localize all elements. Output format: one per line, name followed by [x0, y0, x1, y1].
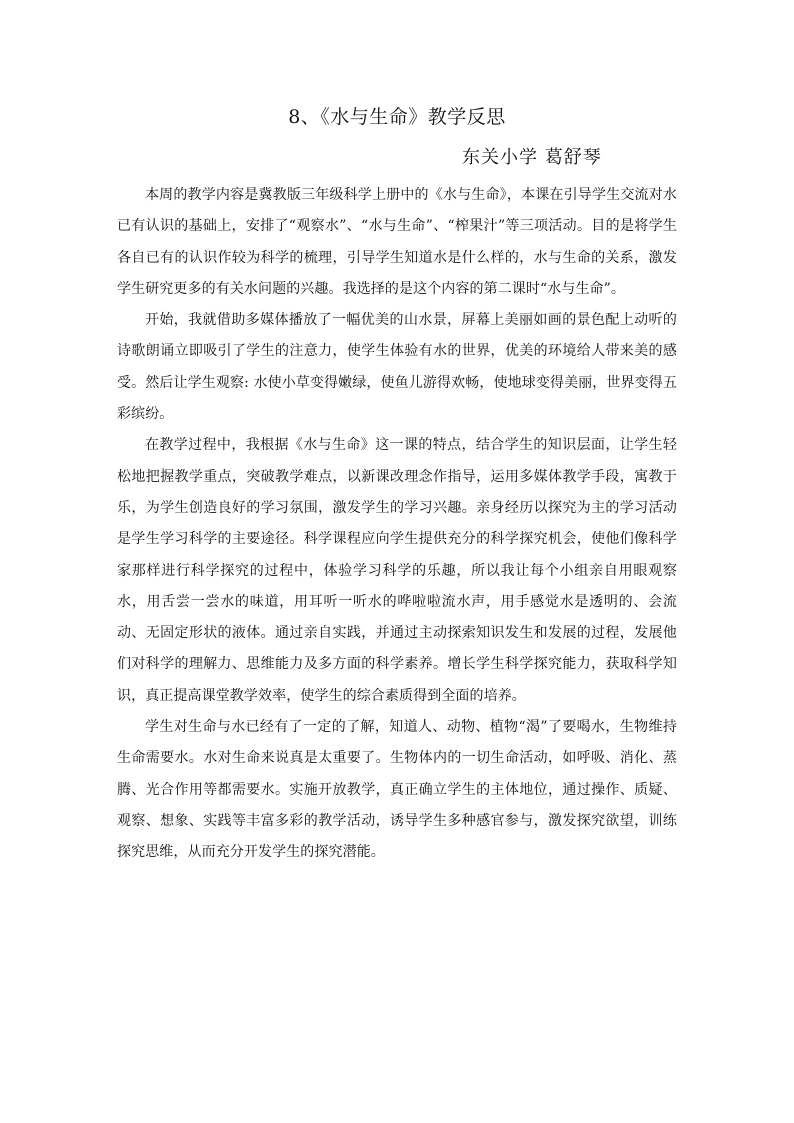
- document-body: [117, 180, 677, 869]
- paragraph-conclusion: 学生对生命与水已经有了一定的了解，知道人、动物、植物“渴”了要喝水，生物维持生命需要水。水对生命来说真是太重要了。生物体内的一切生命活动，如呼吸、消化、蒸腾、光合作用等都需要水。实施开放教学，真正确立学生的主体地位，通过操作、质疑、观察、想象、实践等丰富多彩的教学活动，诱导学生多种感官参与，激发探究欲望，训练探究思维，从而充分开发学生的探究潜能。: [117, 719, 677, 861]
- paragraph-process: 在教学过程中，我根据《水与生命》这一课的特点，结合学生的知识层面，让学生轻松地把握教学重点，突破教学难点，以新课改理念作指导，运用多媒体教学手段，寓教于乐，为学生创造良好的学习氛围，激发学生的学习兴趣。亲身经历以探究为主的学习活动是学生学习科学的主要途径。科学课程应向学生提供充分的科学探究机会，使他们像科学家那样进行科学探究的过程中，体验学习科学的乐趣，所以我让每个小组亲自用眼观察水，用舌尝一尝水的味道，用耳听一听水的哗啦啦流水声，用手感觉水是透明的、会流动、无固定形状的液体。通过亲自实践，并通过主动探索知识发生和发展的过程，发展他们对科学的理解力、思维能力及多方面的科学素养。增长学生科学探究能力，获取科学知识，真正提高课堂教学效率，使学生的综合素质得到全面的培养。: [117, 437, 677, 704]
- paragraph-intro: 本周的教学内容是冀教版三年级科学上册中的《水与生命》，本课在引导学生交流对水已有认识的基础上，安排了“观察水”、“水与生命”、“榨果汁”等三项活动。目的是将学生各自已有的认识作较为科学的梳理，引导学生知道水是什么样的，水与生命的关系，激发学生研究更多的有关水问题的兴趣。我选择的是这个内容的第二课时“水与生命”。: [117, 187, 677, 297]
- document-title: 8、《水与生命》教学反思: [288, 106, 506, 128]
- paragraph-opening: 开始，我就借助多媒体播放了一幅优美的山水景，屏幕上美丽如画的景色配上动听的诗歌朗诵立即吸引了学生的注意力，使学生体验有水的世界，优美的环境给人带来美的感受。然后让学生观察: 水使小草变得嫩绿，使鱼儿游得欢畅，使地球变得美丽，世界变得五彩缤纷。: [117, 312, 677, 423]
- author-line: 东关小学 葛舒琴: [462, 147, 602, 168]
